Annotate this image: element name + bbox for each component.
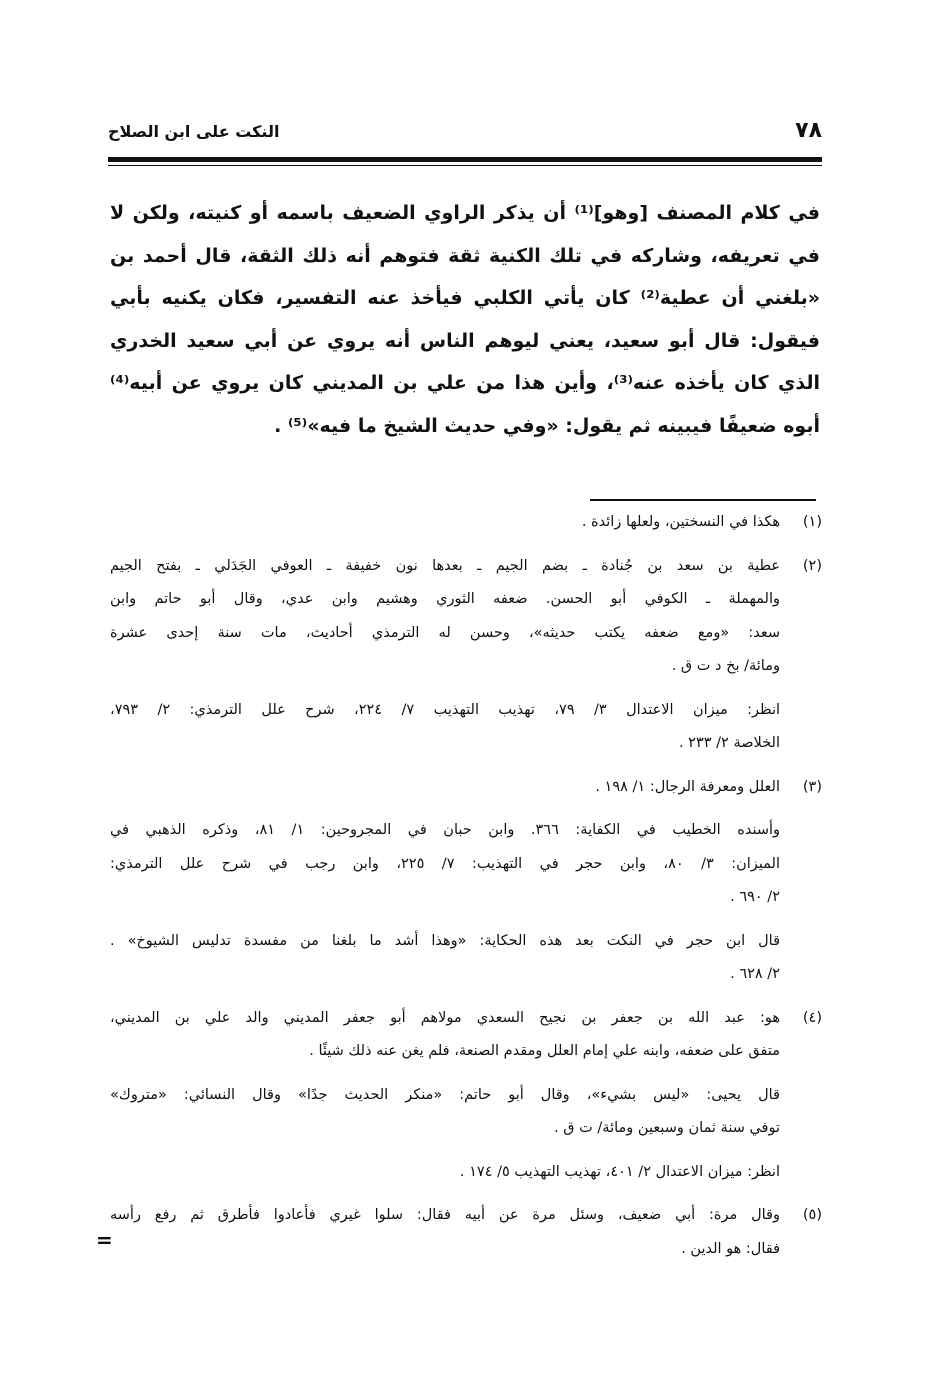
footnote-line: فقال: هو الدين . — [681, 1240, 780, 1257]
footnote-paragraph — [110, 694, 780, 761]
footnote-line: هو: عبد الله بن جعفر بن نجيح السعدي مولاهم أبو جعفر المديني والد علي بن المديني، — [110, 1009, 780, 1026]
continuation-mark: = — [96, 1228, 113, 1252]
footnote-paragraph — [110, 1002, 780, 1069]
footnote-paragraph — [110, 1079, 780, 1146]
footnote-number: (٢) — [802, 557, 822, 574]
footnote-line: ٢/ ٦٢٨ . — [730, 966, 780, 982]
footnote-paragraph — [110, 771, 780, 805]
footnote-line: قال يحيى: «ليس بشيء»، وقال أبو حاتم: «منكر الحديث جدًا» وقال النسائي: «متروك» — [110, 1086, 780, 1103]
header-rule-thick — [108, 157, 822, 162]
footnote-paragraph — [110, 1156, 780, 1190]
text-line: «بلغني أن عطية⁽²⁾ كان يأتي الكلبي فيأخذ عنه التفسير، فكان يكنيه بأبي — [110, 287, 820, 309]
footnote-separator — [590, 499, 816, 501]
footnote-line: قال ابن حجر في النكت بعد هذه الحكاية: «وهذا أشد ما بلغنا من مفسدة تدليس الشيوخ» . — [110, 932, 780, 949]
footnote-paragraph — [110, 550, 780, 684]
footnote-line: الخلاصة ٢/ ٢٣٣ . — [678, 735, 780, 751]
running-title: النكت على ابن الصلاح — [108, 122, 280, 141]
footnote-number: (٣) — [802, 778, 822, 795]
text-line: أبوه ضعيفًا فيبينه ثم يقول: «وفي حديث الشيخ ما فيه»⁽⁵⁾ . — [274, 414, 820, 437]
footnote-line: ٢/ ٦٩٠ . — [730, 889, 780, 905]
text-line: في تعريفه، وشاركه في تلك الكنية ثقة فتوهم أنه ذلك الثقة، قال أحمد بن — [110, 244, 820, 267]
page-number: ٧٨ — [795, 118, 822, 143]
footnote — [110, 550, 822, 761]
header-rule-thin — [108, 165, 822, 166]
footnote-paragraph — [110, 925, 780, 992]
footnote-paragraph — [110, 506, 780, 540]
footnote-line: العلل ومعرفة الرجال: ١/ ١٩٨ . — [595, 778, 780, 795]
footnote-number: (١) — [802, 514, 822, 530]
footnote-line: متفق على ضعفه، وابنه علي إمام العلل ومقدم الصنعة، فلم يغن عنه ذلك شيئًا . — [309, 1043, 780, 1059]
footnote-line: انظر: ميزان الاعتدال ٣/ ٧٩، تهذيب التهذيب ٧/ ٢٢٤، شرح علل الترمذي: ٢/ ٧٩٣، — [110, 701, 780, 718]
footnote-line: سعد: «ومع ضعفه يكتب حديثه»، وحسن له الترمذي أحاديث، مات سنة إحدى عشرة — [110, 624, 780, 641]
footnote-line: ومائة/ بخ د ت ق . — [671, 658, 780, 674]
footnote — [110, 1199, 822, 1266]
footnote — [110, 1002, 822, 1190]
footnote-line: انظر: ميزان الاعتدال ٢/ ٤٠١، تهذيب التهذيب ٥/ ١٧٤ . — [459, 1163, 780, 1180]
footnote-number: (٥) — [802, 1207, 822, 1223]
footnotes — [110, 506, 822, 1266]
footnote-paragraph — [110, 814, 780, 915]
footnote-line: عطية بن سعد بن جُنادة ـ بضم الجيم ـ بعدها نون خفيفة ـ العوفي الجَدَلي ـ بفتح الجيم — [110, 557, 780, 574]
footnote-number: (٤) — [802, 1009, 822, 1026]
footnote-paragraph — [110, 1199, 780, 1266]
main-text — [110, 192, 820, 447]
text-line: فيقول: قال أبو سعيد، يعني ليوهم الناس أنه يروي عن أبي سعيد الخدري — [110, 329, 820, 352]
footnote — [110, 506, 822, 540]
footnote-line: توفي سنة ثمان وسبعين ومائة/ ت ق . — [554, 1120, 780, 1136]
footnote — [110, 771, 822, 992]
footnote-line: هكذا في النسختين، ولعلها زائدة . — [581, 514, 780, 530]
text-line: الذي كان يأخذه عنه⁽³⁾، وأين هذا من علي بن المديني كان يروي عن أبيه⁽⁴⁾ — [110, 372, 820, 394]
footnote-line: والمهملة ـ الكوفي أبو الحسن. ضعفه الثوري وهشيم وابن عدي، وقال أبو حاتم وابن — [110, 591, 780, 607]
footnote-line: وقال مرة: أبي ضعيف، وسئل مرة عن أبيه فقال: سلوا غيري فأعادوا فأطرق ثم رفع رأسه — [110, 1207, 780, 1223]
footnote-line: وأسنده الخطيب في الكفاية: ٣٦٦. وابن حبان في المجروحين: ١/ ٨١، وذكره الذهبي في — [110, 822, 780, 838]
page-header — [108, 118, 822, 148]
text-line: في كلام المصنف [وهو]⁽¹⁾ أن يذكر الراوي الضعيف باسمه أو كنيته، ولكن لا — [110, 202, 820, 224]
footnote-line: الميزان: ٣/ ٨٠، وابن حجر في التهذيب: ٧/ ٢٢٥، وابن رجب في شرح علل الترمذي: — [110, 855, 780, 872]
